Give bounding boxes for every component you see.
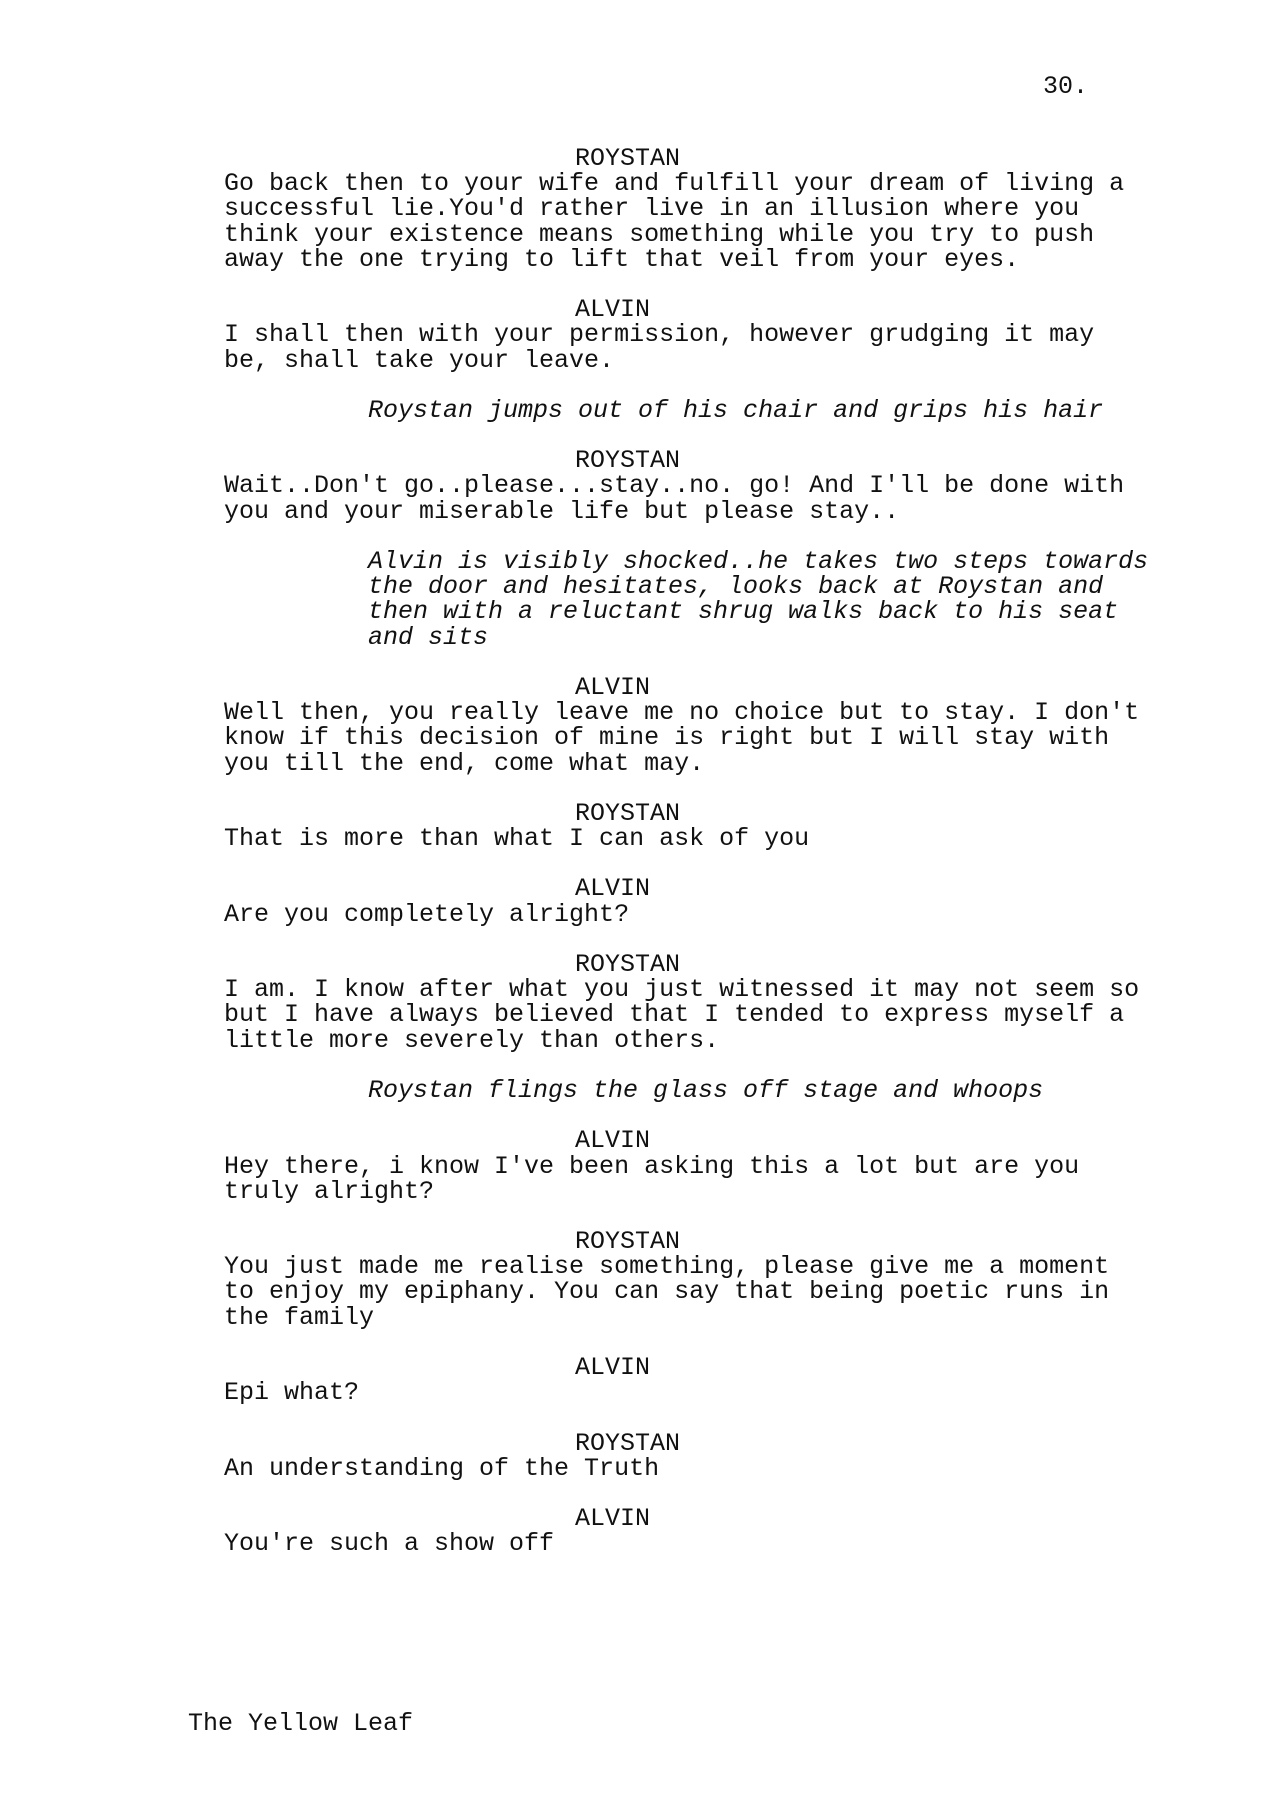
action-line: Roystan flings the glass off stage and whoops xyxy=(368,1075,1044,1105)
dialogue-line: to enjoy my epiphany. You can say that being poetic runs in xyxy=(224,1277,1110,1307)
dialogue-line: think your existence means something while you try to push xyxy=(224,219,1095,249)
dialogue-block xyxy=(0,297,1272,373)
character-name: ALVIN xyxy=(575,672,651,702)
action-line: Alvin is visibly shocked..he takes two steps towards xyxy=(368,547,1149,576)
dialogue-line: you till the end, come what may. xyxy=(224,748,705,778)
dialogue-block xyxy=(0,1428,1272,1483)
screenplay-body xyxy=(0,146,1272,1582)
action-block xyxy=(0,549,1272,650)
action-block xyxy=(0,1075,1272,1105)
character-name: ROYSTAN xyxy=(575,1428,681,1458)
character-name: ROYSTAN xyxy=(575,144,681,173)
character-name: ALVIN xyxy=(575,1126,651,1156)
footer-title: The Yellow Leaf xyxy=(188,1709,414,1738)
action-line: Roystan jumps out of his chair and grips his hair xyxy=(368,395,1104,425)
dialogue-line: successful lie.You'd rather live in an illusion where you xyxy=(224,194,1080,224)
dialogue-line: you and your miserable life but please stay.. xyxy=(224,496,900,526)
dialogue-block xyxy=(0,672,1272,778)
dialogue-line: Wait..Don't go..please...stay..no. go! And I'll be done with xyxy=(224,471,1125,501)
dialogue-line: little more severely than others. xyxy=(224,1025,720,1055)
action-line: and sits xyxy=(368,622,489,652)
dialogue-line: Well then, you really leave me no choice but to stay. I don't xyxy=(224,698,1140,728)
dialogue-block xyxy=(0,1353,1272,1408)
character-name: ALVIN xyxy=(575,295,651,325)
dialogue-line: That is more than what I can ask of you xyxy=(224,824,810,854)
dialogue-line: away the one trying to lift that veil from your eyes. xyxy=(224,244,1020,274)
character-name: ROYSTAN xyxy=(575,950,681,979)
dialogue-block xyxy=(0,1504,1272,1559)
dialogue-line: truly alright? xyxy=(224,1176,435,1206)
dialogue-block xyxy=(0,874,1272,929)
dialogue-line: I am. I know after what you just witnessed it may not seem so xyxy=(224,975,1140,1005)
dialogue-line: Are you completely alright? xyxy=(224,899,630,929)
dialogue-line: An understanding of the Truth xyxy=(224,1453,660,1483)
dialogue-block xyxy=(0,1128,1272,1204)
dialogue-line: be, shall take your leave. xyxy=(224,345,615,375)
page-number: 30. xyxy=(1043,72,1089,101)
dialogue-line: but I have always believed that I tended to express myself a xyxy=(224,1000,1125,1030)
character-name: ROYSTAN xyxy=(575,798,681,828)
action-block xyxy=(0,395,1272,425)
dialogue-block xyxy=(0,798,1272,854)
dialogue-line: know if this decision of mine is right but I will stay with xyxy=(224,723,1110,753)
character-name: ALVIN xyxy=(575,1353,651,1382)
character-name: ROYSTAN xyxy=(575,1227,681,1257)
action-line: then with a reluctant shrug walks back to his seat xyxy=(368,597,1119,627)
dialogue-block xyxy=(0,952,1272,1053)
dialogue-block xyxy=(0,1229,1272,1330)
dialogue-line: You just made me realise something, please give me a moment xyxy=(224,1252,1110,1282)
dialogue-line: Hey there, i know I've been asking this a lot but are you xyxy=(224,1151,1080,1181)
dialogue-line: Epi what? xyxy=(224,1378,360,1408)
character-name: ALVIN xyxy=(575,874,651,904)
character-name: ROYSTAN xyxy=(575,446,681,476)
dialogue-line: You're such a show off xyxy=(224,1529,555,1559)
dialogue-line: Go back then to your wife and fulfill your dream of living a xyxy=(224,169,1125,199)
dialogue-block xyxy=(0,448,1272,524)
dialogue-line: the family xyxy=(224,1302,375,1332)
dialogue-line: I shall then with your permission, however grudging it may xyxy=(224,320,1095,350)
character-name: ALVIN xyxy=(575,1504,651,1534)
action-line: the door and hesitates, looks back at Roystan and xyxy=(368,572,1104,602)
dialogue-block xyxy=(0,146,1272,272)
